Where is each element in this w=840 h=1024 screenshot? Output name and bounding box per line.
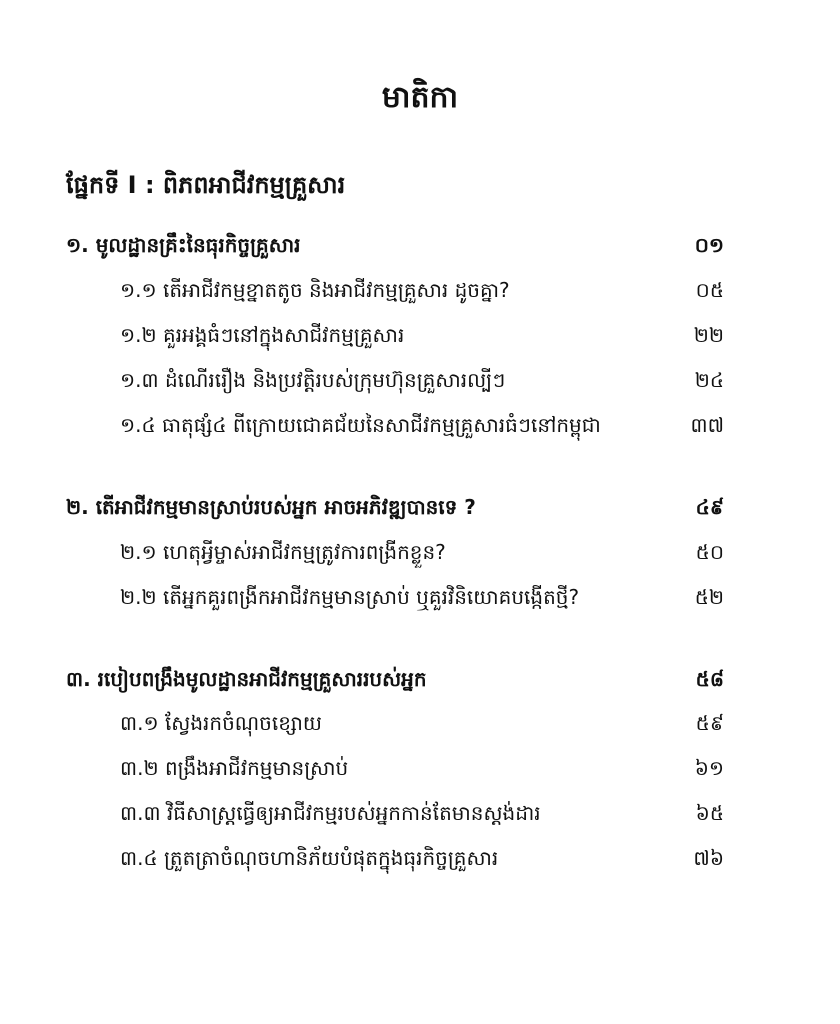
toc-item-label: ២.២ តើអ្នកគួរពង្រីកអាជីវកម្មមានស្រាប់ ឬគួរវិនិយោគបង្កើតថ្មី? [120,585,580,609]
toc-item-label: ៣.២ ពង្រឹងអាជីវកម្មមានស្រាប់ [120,756,349,780]
toc-item-label: ៣.៤ ត្រួតត្រាចំណុចហានិភ័យបំផុតក្នុងធុរកិច្ចគ្រួសារ [120,846,499,870]
toc-item-1-2 [0,322,840,358]
toc-page-number: ៥២ [694,585,724,609]
toc-page-number: ៦៥ [695,801,724,825]
toc-item-label: ១.៤ ធាតុផ្សំ៤ ពីក្រោយជោគជ័យនៃសាជីវកម្មគ្រួសារធំៗនៅកម្ពុជា [120,413,601,437]
toc-section-1 [0,232,840,268]
toc-section-label: ៣. របៀបពង្រឹងមូលដ្ឋានអាជីវកម្មគ្រួសាររបស់អ្នក [66,667,427,691]
toc-item-2-1 [0,539,840,575]
toc-page-number: ៥៨ [695,667,724,691]
toc-section-3 [0,666,840,702]
toc-item-3-1 [0,710,840,746]
part-heading: ផ្នែកទី I : ពិភពអាជីវកម្មគ្រួសារ [66,171,346,199]
toc-item-label: ១.៣ ដំណើររឿង និងប្រវត្តិរបស់ក្រុមហ៊ុនគ្រួសារល្បីៗ [120,368,506,392]
toc-page-number: ៦១ [694,756,724,780]
toc-section-2 [0,494,840,530]
toc-item-1-1 [0,277,840,313]
toc-page-number: ០១ [694,233,724,257]
toc-page-number: ០៥ [695,278,724,302]
page-title: មាតិកា [381,80,459,115]
toc-page-number: ២២ [693,323,724,347]
toc-item-1-4 [0,412,840,448]
toc-item-1-3 [0,367,840,403]
toc-item-label: ៣.៣ វិធីសាស្ត្រធ្វើឲ្យអាជីវកម្មរបស់អ្នកកាន់តែមានស្តង់ដារ [120,801,541,825]
toc-page-number: ៥០ [695,540,724,564]
toc-page-number: ៧៦ [693,846,724,870]
toc-item-label: ៣.១ ស្វែងរកចំណុចខ្សោយ [120,711,322,735]
toc-item-3-4 [0,845,840,881]
toc-section-label: ១. មូលដ្ឋានគ្រឹះនៃធុរកិច្ចគ្រួសារ [66,233,301,257]
toc-page-number: ២៤ [694,368,724,392]
toc-item-label: ១.១ តើអាជីវកម្មខ្នាតតូច និងអាជីវកម្មគ្រួសារ ដូចគ្នា? [120,278,510,302]
toc-item-label: ២.១ ហេតុអ្វីម្ចាស់អាជីវកម្មត្រូវការពង្រីកខ្លួន? [120,540,446,564]
toc-page-number: ៣៧ [690,413,724,437]
toc-item-3-3 [0,800,840,836]
toc-page-number: ៥៩ [695,711,724,735]
toc-item-2-2 [0,584,840,620]
toc-section-label: ២. តើអាជីវកម្មមានស្រាប់របស់អ្នក អាចអភិវឌ្ឍបានទេ ? [66,495,476,519]
toc-item-3-2 [0,755,840,791]
toc-item-label: ១.២ គួរអង្គធំៗនៅក្នុងសាជីវកម្មគ្រួសារ [120,323,405,347]
toc-page-number: ៤៩ [695,495,724,519]
